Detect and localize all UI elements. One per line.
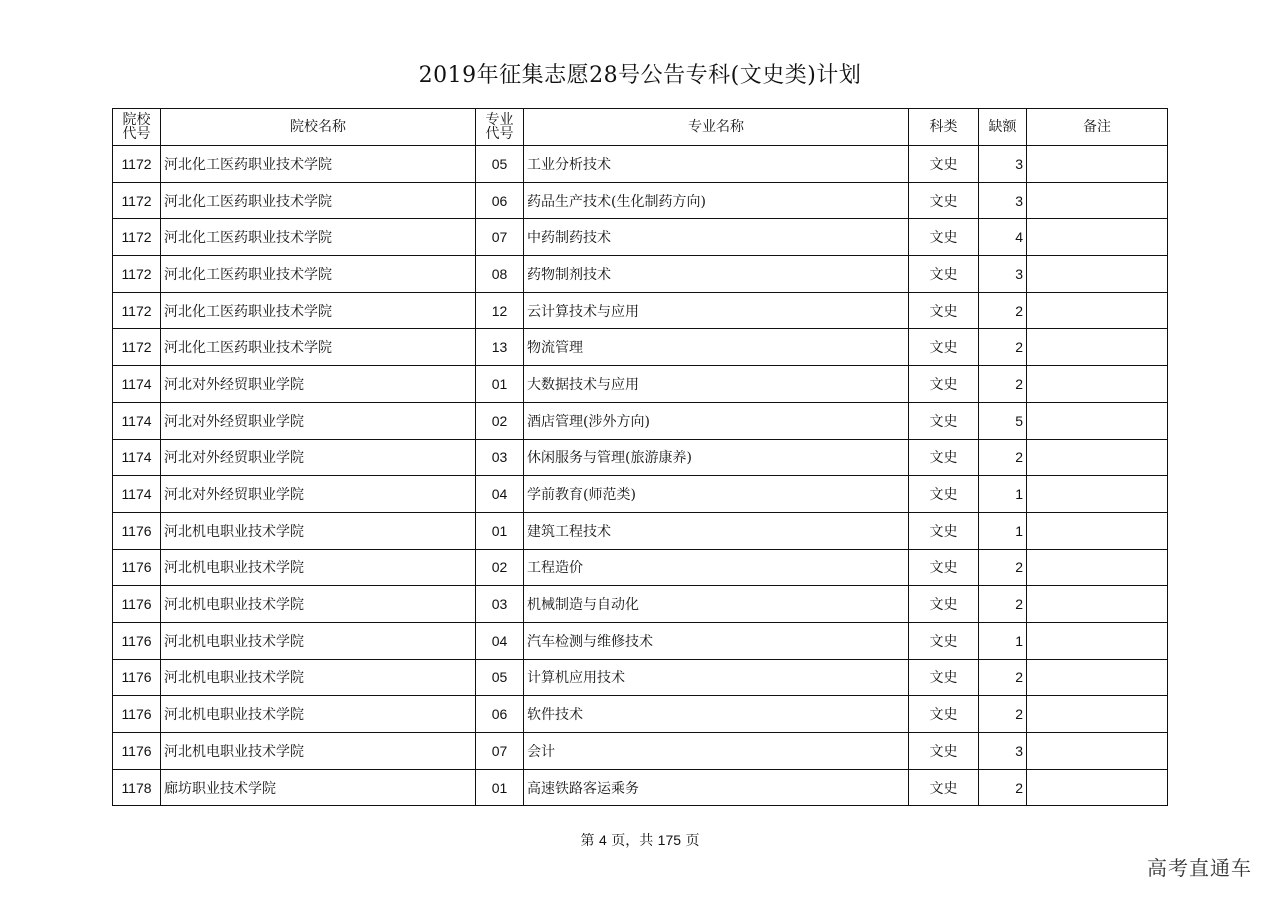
header-major-name: 专业名称 [524, 109, 909, 146]
cell-school-name: 河北机电职业技术学院 [161, 659, 476, 696]
cell-school-name: 河北化工医药职业技术学院 [161, 219, 476, 256]
cell-major-code: 08 [476, 256, 524, 293]
table-row [113, 182, 1168, 219]
cell-notes [1027, 146, 1168, 183]
cell-school-code: 1176 [113, 512, 161, 549]
header-notes: 备注 [1027, 109, 1168, 146]
table-row [113, 402, 1168, 439]
cell-major-code: 05 [476, 659, 524, 696]
cell-notes [1027, 256, 1168, 293]
cell-major-code: 01 [476, 769, 524, 806]
cell-category: 文史 [909, 256, 979, 293]
plan-table [112, 108, 1168, 806]
table-row [113, 476, 1168, 513]
cell-major-code: 02 [476, 549, 524, 586]
cell-major-name: 高速铁路客运乘务 [524, 769, 909, 806]
cell-major-code: 03 [476, 586, 524, 623]
cell-vacancies: 1 [979, 476, 1027, 513]
cell-category: 文史 [909, 512, 979, 549]
cell-school-name: 河北机电职业技术学院 [161, 586, 476, 623]
cell-major-code: 07 [476, 219, 524, 256]
cell-vacancies: 2 [979, 366, 1027, 403]
table-row [113, 586, 1168, 623]
cell-notes [1027, 549, 1168, 586]
cell-notes [1027, 476, 1168, 513]
cell-school-code: 1176 [113, 622, 161, 659]
cell-category: 文史 [909, 402, 979, 439]
cell-notes [1027, 182, 1168, 219]
table-row [113, 769, 1168, 806]
cell-school-code: 1174 [113, 439, 161, 476]
cell-major-name: 计算机应用技术 [524, 659, 909, 696]
current-page-number: 4 [598, 832, 607, 848]
table-row [113, 549, 1168, 586]
watermark-text: 高考直通车 [1147, 856, 1252, 880]
table-row [113, 439, 1168, 476]
cell-category: 文史 [909, 219, 979, 256]
cell-major-name: 酒店管理(涉外方向) [524, 402, 909, 439]
cell-major-code: 04 [476, 622, 524, 659]
cell-major-name: 汽车检测与维修技术 [524, 622, 909, 659]
cell-school-name: 河北对外经贸职业学院 [161, 476, 476, 513]
cell-major-code: 06 [476, 182, 524, 219]
cell-school-name: 廊坊职业技术学院 [161, 769, 476, 806]
cell-vacancies: 3 [979, 146, 1027, 183]
cell-notes [1027, 366, 1168, 403]
cell-school-code: 1176 [113, 549, 161, 586]
cell-school-code: 1172 [113, 146, 161, 183]
table-row [113, 256, 1168, 293]
cell-major-code: 05 [476, 146, 524, 183]
cell-school-name: 河北机电职业技术学院 [161, 622, 476, 659]
cell-major-name: 工程造价 [524, 549, 909, 586]
cell-major-name: 工业分析技术 [524, 146, 909, 183]
cell-major-name: 药品生产技术(生化制药方向) [524, 182, 909, 219]
cell-major-name: 中药制药技术 [524, 219, 909, 256]
cell-category: 文史 [909, 182, 979, 219]
table-row [113, 366, 1168, 403]
table-body [113, 146, 1168, 806]
cell-school-code: 1172 [113, 292, 161, 329]
cell-major-name: 云计算技术与应用 [524, 292, 909, 329]
cell-category: 文史 [909, 439, 979, 476]
header-major-code: 专业 代号 [476, 109, 524, 146]
cell-vacancies: 1 [979, 512, 1027, 549]
cell-school-name: 河北机电职业技术学院 [161, 733, 476, 770]
cell-notes [1027, 586, 1168, 623]
cell-major-code: 07 [476, 733, 524, 770]
cell-notes [1027, 292, 1168, 329]
cell-category: 文史 [909, 292, 979, 329]
cell-notes [1027, 696, 1168, 733]
cell-school-code: 1174 [113, 402, 161, 439]
cell-vacancies: 2 [979, 769, 1027, 806]
cell-school-code: 1174 [113, 366, 161, 403]
cell-school-code: 1172 [113, 182, 161, 219]
cell-vacancies: 1 [979, 622, 1027, 659]
cell-vacancies: 2 [979, 659, 1027, 696]
cell-major-name: 软件技术 [524, 696, 909, 733]
cell-vacancies: 5 [979, 402, 1027, 439]
page-footer: 第 4 页，共 175 页 [580, 832, 700, 849]
cell-category: 文史 [909, 366, 979, 403]
cell-category: 文史 [909, 696, 979, 733]
cell-category: 文史 [909, 733, 979, 770]
cell-major-name: 会计 [524, 733, 909, 770]
page-title: 2019年征集志愿28号公告专科(文史类)计划 [418, 63, 862, 88]
cell-major-name: 药物制剂技术 [524, 256, 909, 293]
cell-school-name: 河北机电职业技术学院 [161, 512, 476, 549]
cell-vacancies: 3 [979, 182, 1027, 219]
cell-notes [1027, 439, 1168, 476]
cell-school-code: 1172 [113, 256, 161, 293]
cell-school-name: 河北对外经贸职业学院 [161, 366, 476, 403]
cell-category: 文史 [909, 769, 979, 806]
table-row [113, 219, 1168, 256]
cell-vacancies: 2 [979, 549, 1027, 586]
cell-school-name: 河北化工医药职业技术学院 [161, 146, 476, 183]
cell-vacancies: 4 [979, 219, 1027, 256]
cell-school-code: 1178 [113, 769, 161, 806]
cell-school-name: 河北对外经贸职业学院 [161, 439, 476, 476]
table-row [113, 622, 1168, 659]
cell-school-name: 河北机电职业技术学院 [161, 549, 476, 586]
header-category: 科类 [909, 109, 979, 146]
table-row [113, 512, 1168, 549]
total-pages: 175 [657, 832, 682, 848]
cell-category: 文史 [909, 659, 979, 696]
header-school-code: 院校 代号 [113, 109, 161, 146]
cell-major-name: 休闲服务与管理(旅游康养) [524, 439, 909, 476]
header-school-name: 院校名称 [161, 109, 476, 146]
cell-major-code: 04 [476, 476, 524, 513]
header-vacancies: 缺额 [979, 109, 1027, 146]
cell-notes [1027, 219, 1168, 256]
cell-school-code: 1176 [113, 733, 161, 770]
cell-notes [1027, 733, 1168, 770]
cell-notes [1027, 769, 1168, 806]
cell-major-code: 01 [476, 512, 524, 549]
cell-category: 文史 [909, 146, 979, 183]
cell-category: 文史 [909, 549, 979, 586]
cell-school-name: 河北机电职业技术学院 [161, 696, 476, 733]
cell-school-code: 1176 [113, 659, 161, 696]
cell-major-code: 01 [476, 366, 524, 403]
cell-major-name: 建筑工程技术 [524, 512, 909, 549]
cell-school-name: 河北化工医药职业技术学院 [161, 329, 476, 366]
cell-school-code: 1176 [113, 586, 161, 623]
cell-notes [1027, 659, 1168, 696]
cell-category: 文史 [909, 476, 979, 513]
cell-vacancies: 3 [979, 733, 1027, 770]
cell-major-code: 03 [476, 439, 524, 476]
cell-vacancies: 2 [979, 329, 1027, 366]
cell-vacancies: 3 [979, 256, 1027, 293]
table-row [113, 659, 1168, 696]
table-row [113, 292, 1168, 329]
table-row [113, 696, 1168, 733]
cell-major-name: 机械制造与自动化 [524, 586, 909, 623]
cell-major-code: 06 [476, 696, 524, 733]
cell-major-name: 学前教育(师范类) [524, 476, 909, 513]
cell-major-code: 12 [476, 292, 524, 329]
cell-school-name: 河北化工医药职业技术学院 [161, 256, 476, 293]
cell-school-code: 1172 [113, 329, 161, 366]
cell-school-code: 1176 [113, 696, 161, 733]
cell-school-code: 1174 [113, 476, 161, 513]
cell-vacancies: 2 [979, 696, 1027, 733]
cell-school-name: 河北化工医药职业技术学院 [161, 182, 476, 219]
cell-notes [1027, 622, 1168, 659]
table-row [113, 733, 1168, 770]
cell-school-name: 河北化工医药职业技术学院 [161, 292, 476, 329]
cell-notes [1027, 329, 1168, 366]
table-row [113, 329, 1168, 366]
cell-major-name: 大数据技术与应用 [524, 366, 909, 403]
cell-notes [1027, 402, 1168, 439]
cell-category: 文史 [909, 586, 979, 623]
cell-vacancies: 2 [979, 439, 1027, 476]
cell-school-name: 河北对外经贸职业学院 [161, 402, 476, 439]
table-header-row [113, 109, 1168, 146]
cell-major-code: 13 [476, 329, 524, 366]
table-row [113, 146, 1168, 183]
cell-category: 文史 [909, 329, 979, 366]
cell-major-code: 02 [476, 402, 524, 439]
cell-vacancies: 2 [979, 586, 1027, 623]
cell-notes [1027, 512, 1168, 549]
cell-category: 文史 [909, 622, 979, 659]
cell-vacancies: 2 [979, 292, 1027, 329]
cell-school-code: 1172 [113, 219, 161, 256]
cell-major-name: 物流管理 [524, 329, 909, 366]
